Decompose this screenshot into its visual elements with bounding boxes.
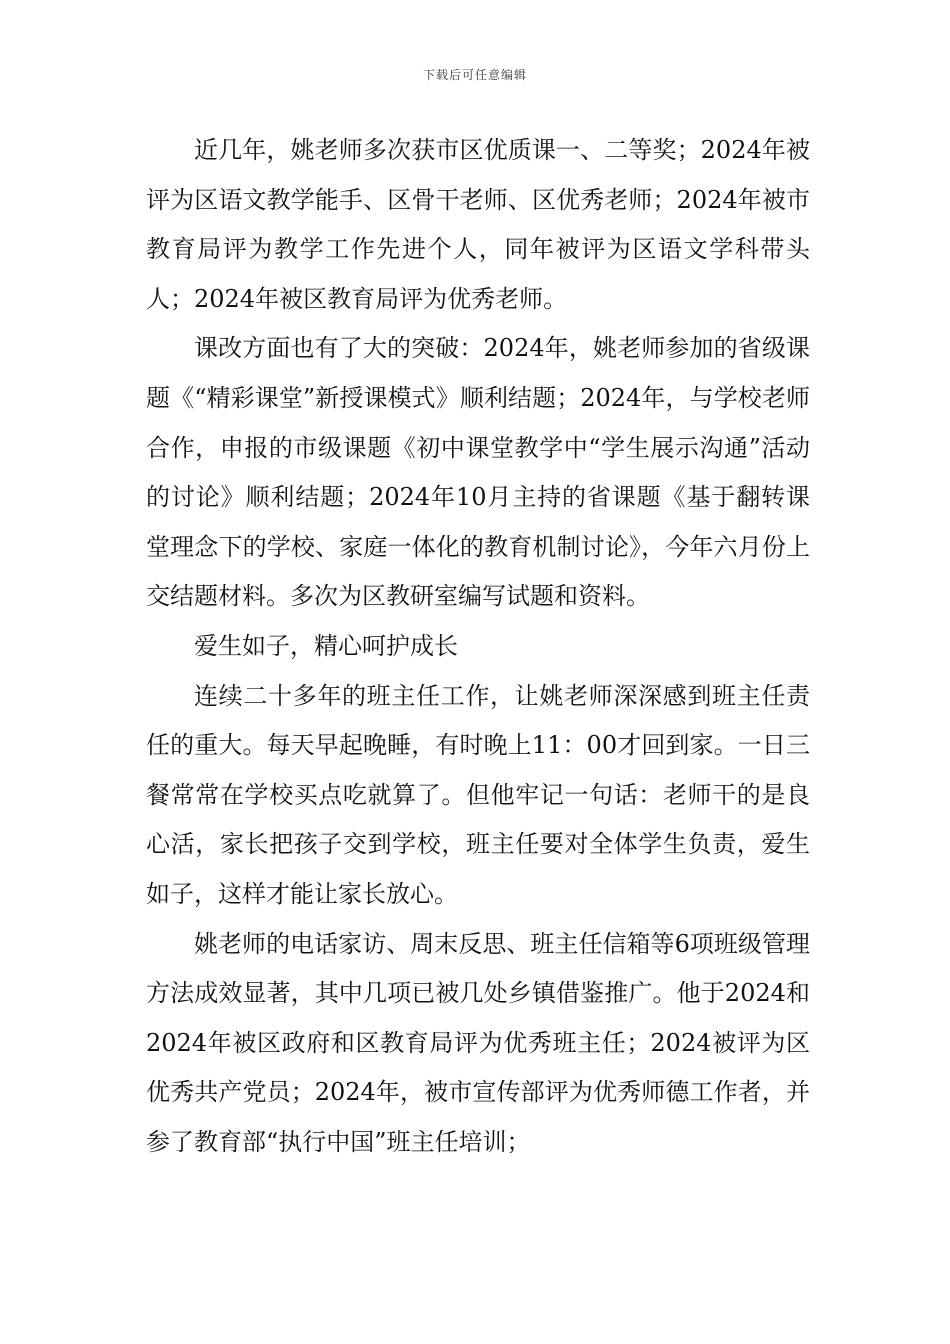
document-body <box>146 126 810 1167</box>
paragraph-class-teacher: 连续二十多年的班主任工作，让姚老师深深感到班主任责任的重大。每天早起晚睡，有时晚上11：00才回到家。一日三餐常常在学校买点吃就算了。但他牢记一句话：老师干的是良心活，家长把孩子交到学校，班主任要对全体学生负责，爱生如子，这样才能让家长放心。 <box>146 681 810 908</box>
paragraph-curriculum-reform: 课改方面也有了大的突破：2024年，姚老师参加的省级课题《“精彩课堂”新授课模式》顺利结题；2024年，与学校老师合作，申报的市级课题《初中课堂教学中“学生展示沟通”活动的讨论》顺利结题；2024年10月主持的省课题《基于翻转课堂理念下的学校、家庭一体化的教育机制讨论》，今年六月份上交结题材料。多次为区教研室编写试题和资料。 <box>146 334 810 611</box>
paragraph-management-methods: 姚老师的电话家访、周末反思、班主任信箱等6项班级管理方法成效显著，其中几项已被几处乡镇借鉴推广。他于2024和2024年被区政府和区教育局评为优秀班主任；2024被评为区优秀共产党员；2024年，被市宣传部评为优秀师德工作者，并参了教育部“执行中国”班主任培训； <box>146 929 810 1156</box>
download-note: 下载后可任意编辑 <box>422 68 527 82</box>
paragraph-awards: 近几年，姚老师多次获市区优质课一、二等奖；2024年被评为区语文教学能手、区骨干老师、区优秀老师；2024年被市教育局评为教学工作先进个人，同年被评为区语文学科带头人；2024年被区教育局评为优秀老师。 <box>146 136 810 313</box>
section-heading: 爱生如子，精心呵护成长 <box>194 631 458 660</box>
